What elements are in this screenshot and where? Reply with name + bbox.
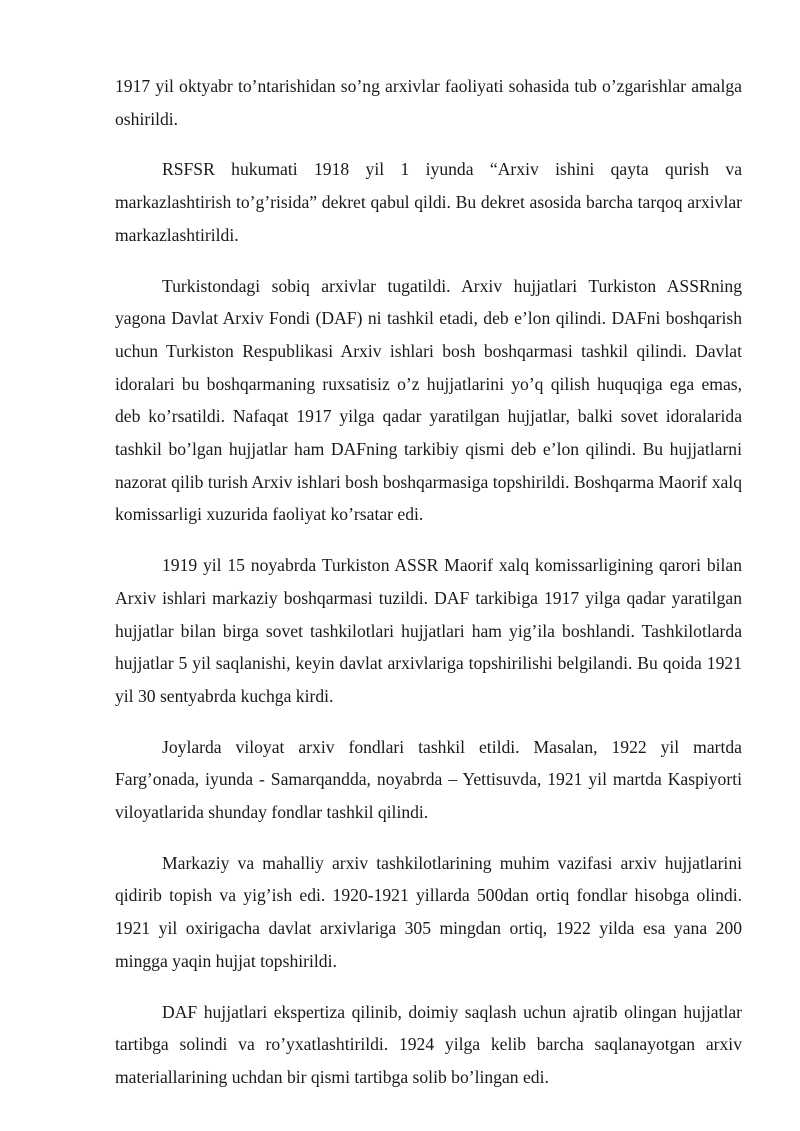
document-page (115, 70, 742, 1112)
paragraph-6: Markaziy va mahalliy arxiv tashkilotlarining muhim vazifasi arxiv hujjatlarini qidirib topish va yig’ish edi. 1920-1921 yillarda 500dan ortiq fondlar hisobga olindi. 1921 yil oxirigacha davlat arxivlariga 305 mingdan ortiq, 1922 yilda esa yana 200 mingga yaqin hujjat topshirildi. (115, 852, 742, 971)
paragraph-1: 1917 yil oktyabr to’ntarishidan so’ng arxivlar faoliyati sohasida tub o’zgarishlar amalga oshirildi. (115, 76, 742, 129)
paragraph-2: RSFSR hukumati 1918 yil 1 iyunda “Arxiv ishini qayta qurish va markazlashtirish to’g’risida” dekret qabul qildi. Bu dekret asosida barcha tarqoq arxivlar markazlashtirildi. (115, 159, 742, 245)
paragraph-7: DAF hujjatlari ekspertiza qilinib, doimiy saqlash uchun ajratib olingan hujjatlar tartibga solindi va ro’yxatlashtirildi. 1924 yilga kelib barcha saqlanayotgan arxiv materiallarining uchdan bir qismi tartibga solib bo’lingan edi. (115, 1001, 742, 1087)
paragraph-3: Turkistondagi sobiq arxivlar tugatildi. Arxiv hujjatlari Turkiston ASSRning yagona Davlat Arxiv Fondi (DAF) ni tashkil etadi, deb e’lon qilindi. DAFni boshqarish uchun Turkiston Respublikasi Arxiv ishlari bosh boshqarmasi tashkil qilindi. Davlat idoralari bu boshqarmaning ruxsatisiz o’z hujjatlarini yo’q qilish huquqiga ega emas, deb ko’rsatildi. Nafaqat 1917 yilga qadar yaratilgan hujjatlar, balki sovet idoralarida tashkil bo’lgan hujjatlar ham DAFning tarkibiy qismi deb e’lon qilindi. Bu hujjatlarni nazorat qilib turish Arxiv ishlari bosh boshqarmasiga topshirildi. Boshqarma Maorif xalq komissarligi xuzurida faoliyat ko’rsatar edi. (115, 275, 742, 525)
paragraph-4: 1919 yil 15 noyabrda Turkiston ASSR Maorif xalq komissarligining qarori bilan Arxiv ishlari markaziy boshqarmasi tuzildi. DAF tarkibiga 1917 yilga qadar yaratilgan hujjatlar bilan birga sovet tashkilotlari hujjatlari ham yig’ila boshlandi. Tashkilotlarda hujjatlar 5 yil saqlanishi, keyin davlat arxivlariga topshirilishi belgilandi. Bu qoida 1921 yil 30 sentyabrda kuchga kirdi. (115, 555, 742, 706)
paragraph-5: Joylarda viloyat arxiv fondlari tashkil etildi. Masalan, 1922 yil martda Farg’onada, iyunda - Samarqandda, noyabrda – Yettisuvda, 1921 yil martda Kaspiyorti viloyatlarida shunday fondlar tashkil qilindi. (115, 736, 742, 823)
